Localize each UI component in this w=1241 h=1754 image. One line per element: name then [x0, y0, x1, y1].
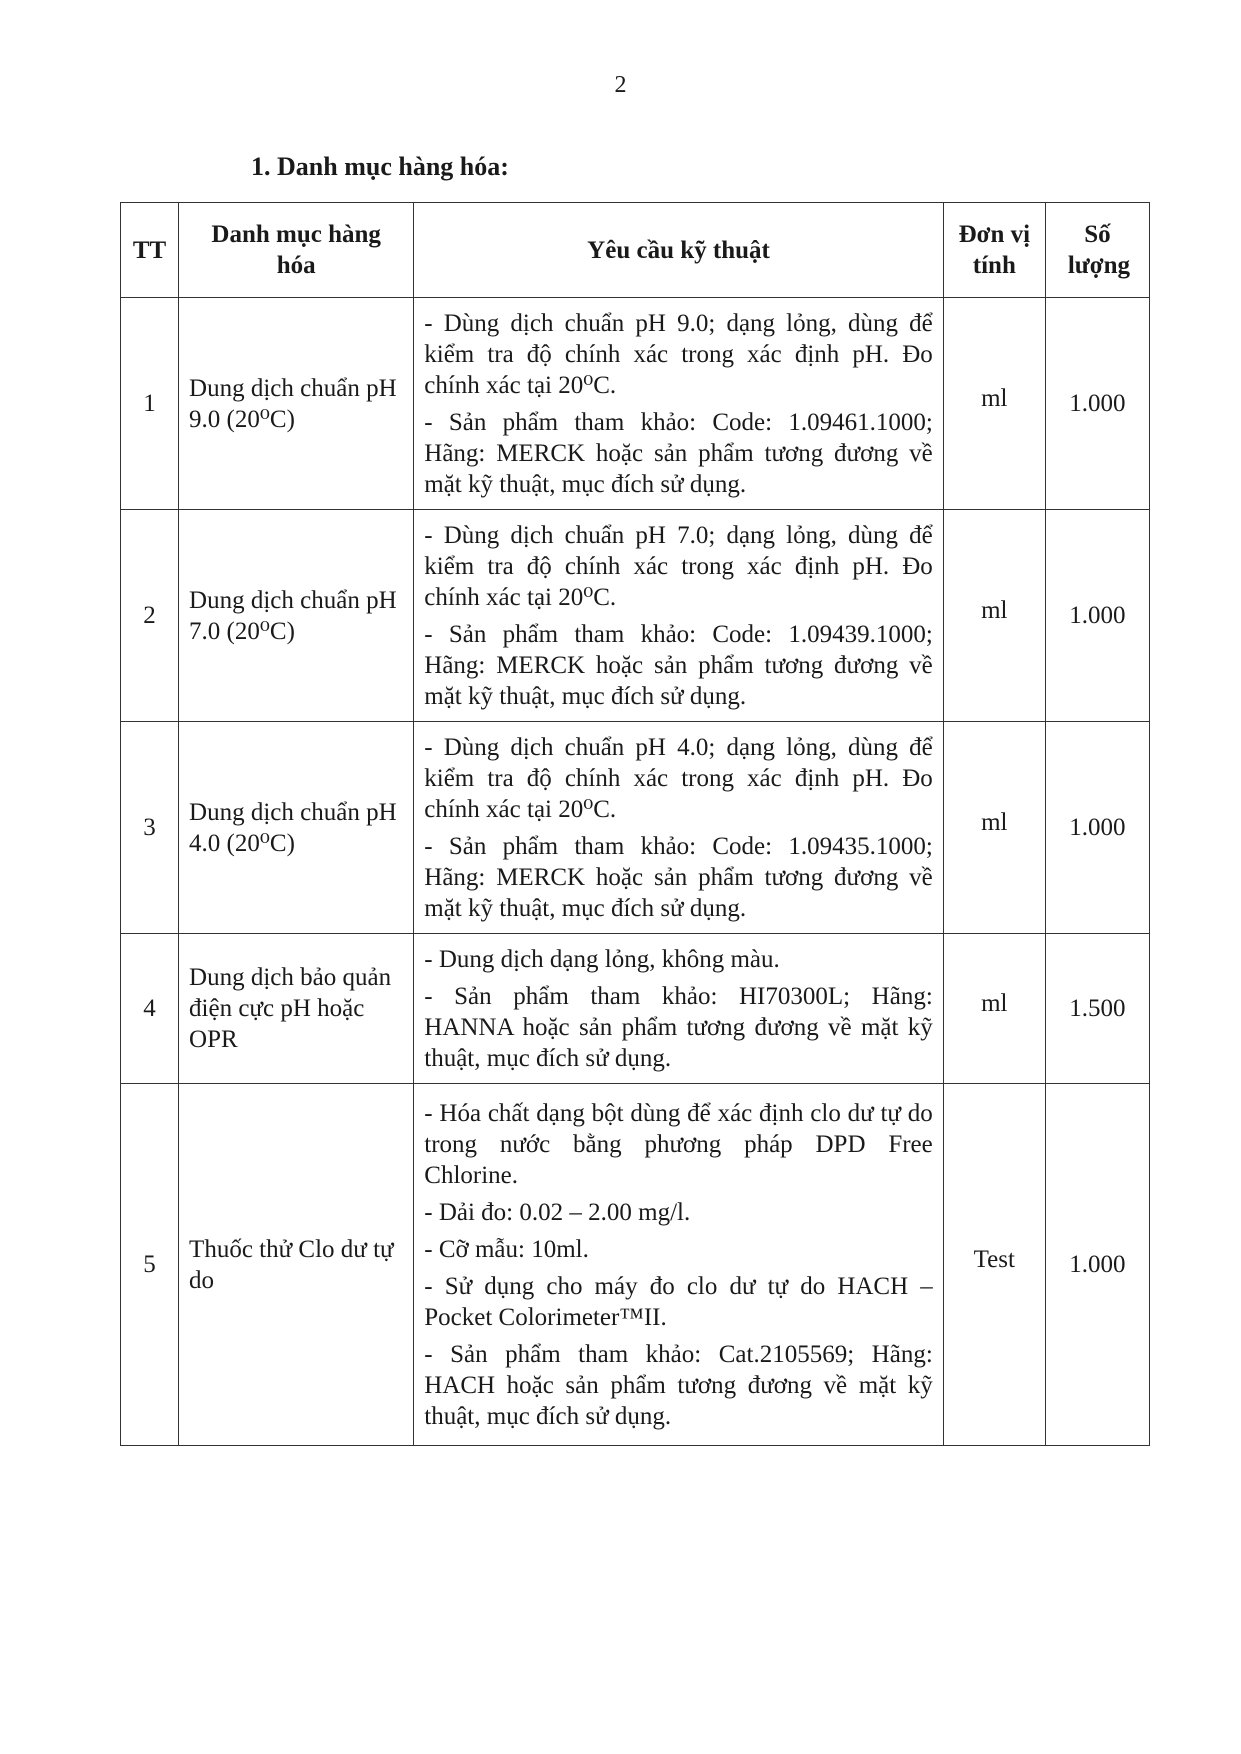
- header-name: Danh mục hàng hóa: [179, 203, 414, 298]
- row-requirements: [414, 934, 944, 1084]
- section-heading: 1. Danh mục hàng hóa:: [251, 152, 509, 181]
- requirement-line: - Dải đo: 0.02 – 2.00 mg/l.: [424, 1198, 691, 1226]
- page-number: 2: [614, 72, 627, 98]
- row-name: Dung dịch chuẩn pH 4.0 (20⁰C): [179, 722, 414, 934]
- row-unit: ml: [943, 510, 1045, 722]
- requirement-line: - Sản phẩm tham khảo: Cat.2105569; Hãng: HACH hoặc sản phẩm tương đương về mặt kỹ thuật, mục đích sử dụng.: [424, 1340, 933, 1430]
- row-name: Dung dịch chuẩn pH 7.0 (20⁰C): [179, 510, 414, 722]
- requirement-line: - Dung dịch dạng lỏng, không màu.: [424, 945, 780, 973]
- requirement-line: - Sản phẩm tham khảo: HI70300L; Hãng: HANNA hoặc sản phẩm tương đương về mặt kỹ thuật, mục đích sử dụng.: [424, 982, 933, 1072]
- row-quantity: 1.000: [1045, 298, 1149, 510]
- goods-table: [120, 202, 1150, 1446]
- row-unit: Test: [943, 1084, 1045, 1446]
- row-quantity: 1.000: [1045, 1084, 1149, 1446]
- table-row: [121, 934, 1150, 1084]
- header-requirements: Yêu cầu kỹ thuật: [414, 203, 944, 298]
- row-quantity: 1.000: [1045, 510, 1149, 722]
- requirement-line: - Dùng dịch chuẩn pH 7.0; dạng lỏng, dùng để kiểm tra độ chính xác trong xác định pH. Đo chính xác tại 20⁰C.: [424, 521, 933, 611]
- header-quantity: Số lượng: [1045, 203, 1149, 298]
- table-row: [121, 510, 1150, 722]
- row-quantity: 1.000: [1045, 722, 1149, 934]
- table-row: [121, 722, 1150, 934]
- row-requirements: [414, 722, 944, 934]
- row-tt: 4: [121, 934, 179, 1084]
- requirement-line: - Sản phẩm tham khảo: Code: 1.09461.1000; Hãng: MERCK hoặc sản phẩm tương đương về mặt kỹ thuật, mục đích sử dụng.: [424, 408, 933, 498]
- row-tt: 3: [121, 722, 179, 934]
- row-quantity: 1.500: [1045, 934, 1149, 1084]
- row-name: Dung dịch bảo quản điện cực pH hoặc OPR: [179, 934, 414, 1084]
- requirement-line: - Cỡ mẫu: 10ml.: [424, 1235, 589, 1263]
- requirement-line: - Sản phẩm tham khảo: Code: 1.09435.1000; Hãng: MERCK hoặc sản phẩm tương đương về mặt kỹ thuật, mục đích sử dụng.: [424, 832, 933, 922]
- row-tt: 1: [121, 298, 179, 510]
- requirement-line: - Dùng dịch chuẩn pH 9.0; dạng lỏng, dùng để kiểm tra độ chính xác trong xác định pH. Đo chính xác tại 20⁰C.: [424, 309, 933, 399]
- row-requirements: [414, 510, 944, 722]
- row-unit: ml: [943, 298, 1045, 510]
- requirement-line: - Sử dụng cho máy đo clo dư tự do HACH – Pocket Colorimeter™II.: [424, 1272, 933, 1331]
- row-requirements: [414, 1084, 944, 1446]
- row-requirements: [414, 298, 944, 510]
- requirement-line: - Sản phẩm tham khảo: Code: 1.09439.1000; Hãng: MERCK hoặc sản phẩm tương đương về mặt kỹ thuật, mục đích sử dụng.: [424, 620, 933, 710]
- header-unit: Đơn vị tính: [943, 203, 1045, 298]
- row-unit: ml: [943, 934, 1045, 1084]
- row-unit: ml: [943, 722, 1045, 934]
- table-row: [121, 298, 1150, 510]
- table-header-row: [121, 203, 1150, 298]
- table-row: [121, 1084, 1150, 1446]
- requirement-line: - Dùng dịch chuẩn pH 4.0; dạng lỏng, dùng để kiểm tra độ chính xác trong xác định pH. Đo chính xác tại 20⁰C.: [424, 733, 933, 823]
- requirement-line: - Hóa chất dạng bột dùng để xác định clo dư tự do trong nước bằng phương pháp DPD Free Chlorine.: [424, 1099, 933, 1189]
- row-name: Dung dịch chuẩn pH 9.0 (20⁰C): [179, 298, 414, 510]
- header-tt: TT: [121, 203, 179, 298]
- row-tt: 5: [121, 1084, 179, 1446]
- row-name: Thuốc thử Clo dư tự do: [179, 1084, 414, 1446]
- row-tt: 2: [121, 510, 179, 722]
